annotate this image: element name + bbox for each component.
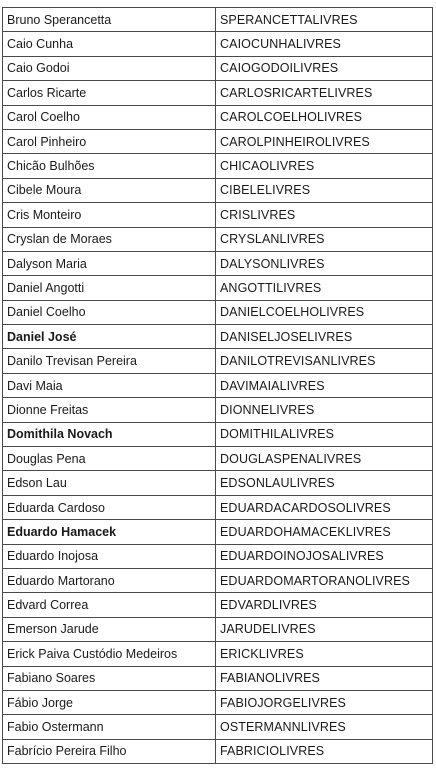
table-row: [3, 568, 433, 592]
coupon-code-cell: DANILOTREVISANLIVRES: [216, 349, 433, 373]
candidate-name-cell: Edvard Correa: [3, 593, 216, 617]
coupon-code-cell: CARLOSRICARTELIVRES: [216, 81, 433, 105]
candidate-name-cell: Dalyson Maria: [3, 251, 216, 275]
table-body: [3, 8, 433, 764]
table-row: [3, 203, 433, 227]
coupon-code-cell: EDUARDOHAMACEKLIVRES: [216, 520, 433, 544]
candidate-name-cell: Cibele Moura: [3, 178, 216, 202]
table-row: [3, 300, 433, 324]
coupon-code-cell: FABIOJORGELIVRES: [216, 690, 433, 714]
candidate-name-cell: Carol Coelho: [3, 105, 216, 129]
table-row: [3, 398, 433, 422]
coupon-code-cell: ANGOTTILIVRES: [216, 276, 433, 300]
candidate-name-cell: Eduardo Martorano: [3, 568, 216, 592]
table-row: [3, 447, 433, 471]
coupon-code-cell: DOMITHILALIVRES: [216, 422, 433, 446]
table-row: [3, 520, 433, 544]
coupon-code-cell: CRISLIVRES: [216, 203, 433, 227]
candidate-name-cell: Chicão Bulhões: [3, 154, 216, 178]
coupon-code-cell: SPERANCETTALIVRES: [216, 8, 433, 32]
table-row: [3, 349, 433, 373]
coupon-code-cell: JARUDELIVRES: [216, 617, 433, 641]
candidate-name-cell: Emerson Jarude: [3, 617, 216, 641]
candidate-name-cell: Dionne Freitas: [3, 398, 216, 422]
candidate-code-table: [2, 7, 433, 764]
coupon-code-cell: FABIANOLIVRES: [216, 666, 433, 690]
candidate-name-cell: Edson Lau: [3, 471, 216, 495]
table-row: [3, 471, 433, 495]
candidate-name-cell: Daniel Coelho: [3, 300, 216, 324]
table-row: [3, 690, 433, 714]
table-row: [3, 56, 433, 80]
candidate-name-cell: Cryslan de Moraes: [3, 227, 216, 251]
candidate-name-cell: Carol Pinheiro: [3, 129, 216, 153]
candidate-name-cell: Erick Paiva Custódio Medeiros: [3, 642, 216, 666]
coupon-code-cell: ERICKLIVRES: [216, 642, 433, 666]
table-row: [3, 178, 433, 202]
coupon-code-cell: DANIELCOELHOLIVRES: [216, 300, 433, 324]
candidate-name-cell: Daniel José: [3, 325, 216, 349]
coupon-code-cell: DIONNELIVRES: [216, 398, 433, 422]
candidate-name-cell: Fabio Ostermann: [3, 715, 216, 739]
coupon-code-cell: CRYSLANLIVRES: [216, 227, 433, 251]
candidate-name-cell: Daniel Angotti: [3, 276, 216, 300]
table-row: [3, 325, 433, 349]
coupon-code-cell: CIBELELIVRES: [216, 178, 433, 202]
coupon-code-cell: DALYSONLIVRES: [216, 251, 433, 275]
candidate-name-cell: Eduarda Cardoso: [3, 495, 216, 519]
coupon-code-cell: DAVIMAIALIVRES: [216, 373, 433, 397]
table-row: [3, 739, 433, 763]
table-row: [3, 617, 433, 641]
table-row: [3, 81, 433, 105]
table-row: [3, 8, 433, 32]
table-row: [3, 715, 433, 739]
coupon-code-cell: EDUARDACARDOSOLIVRES: [216, 495, 433, 519]
candidate-name-cell: Douglas Pena: [3, 447, 216, 471]
coupon-code-cell: CAIOGODOILIVRES: [216, 56, 433, 80]
table-row: [3, 373, 433, 397]
table-row: [3, 593, 433, 617]
table-row: [3, 154, 433, 178]
coupon-code-cell: CAROLPINHEIROLIVRES: [216, 129, 433, 153]
table-row: [3, 642, 433, 666]
candidate-name-cell: Fábio Jorge: [3, 690, 216, 714]
coupon-code-cell: EDUARDOINOJOSALIVRES: [216, 544, 433, 568]
coupon-code-cell: DANISELJOSELIVRES: [216, 325, 433, 349]
table-row: [3, 251, 433, 275]
table-row: [3, 666, 433, 690]
candidate-name-cell: Bruno Sperancetta: [3, 8, 216, 32]
candidate-name-cell: Eduardo Hamacek: [3, 520, 216, 544]
table-row: [3, 276, 433, 300]
coupon-code-cell: EDSONLAULIVRES: [216, 471, 433, 495]
coupon-code-cell: CAROLCOELHOLIVRES: [216, 105, 433, 129]
coupon-code-cell: CAIOCUNHALIVRES: [216, 32, 433, 56]
table-row: [3, 129, 433, 153]
candidate-name-cell: Fabiano Soares: [3, 666, 216, 690]
coupon-code-cell: FABRICIOLIVRES: [216, 739, 433, 763]
candidate-name-cell: Cris Monteiro: [3, 203, 216, 227]
candidate-name-cell: Caio Cunha: [3, 32, 216, 56]
candidate-name-cell: Eduardo Inojosa: [3, 544, 216, 568]
candidate-name-cell: Davi Maia: [3, 373, 216, 397]
table-row: [3, 495, 433, 519]
candidate-name-cell: Domithila Novach: [3, 422, 216, 446]
candidate-name-cell: Carlos Ricarte: [3, 81, 216, 105]
table-row: [3, 105, 433, 129]
candidate-name-cell: Danilo Trevisan Pereira: [3, 349, 216, 373]
coupon-code-cell: DOUGLASPENALIVRES: [216, 447, 433, 471]
table-row: [3, 32, 433, 56]
coupon-code-cell: OSTERMANNLIVRES: [216, 715, 433, 739]
table-row: [3, 422, 433, 446]
candidate-name-cell: Fabrício Pereira Filho: [3, 739, 216, 763]
coupon-code-cell: CHICAOLIVRES: [216, 154, 433, 178]
coupon-code-cell: EDVARDLIVRES: [216, 593, 433, 617]
table-row: [3, 227, 433, 251]
candidate-name-cell: Caio Godoi: [3, 56, 216, 80]
coupon-code-cell: EDUARDOMARTORANOLIVRES: [216, 568, 433, 592]
table-row: [3, 544, 433, 568]
